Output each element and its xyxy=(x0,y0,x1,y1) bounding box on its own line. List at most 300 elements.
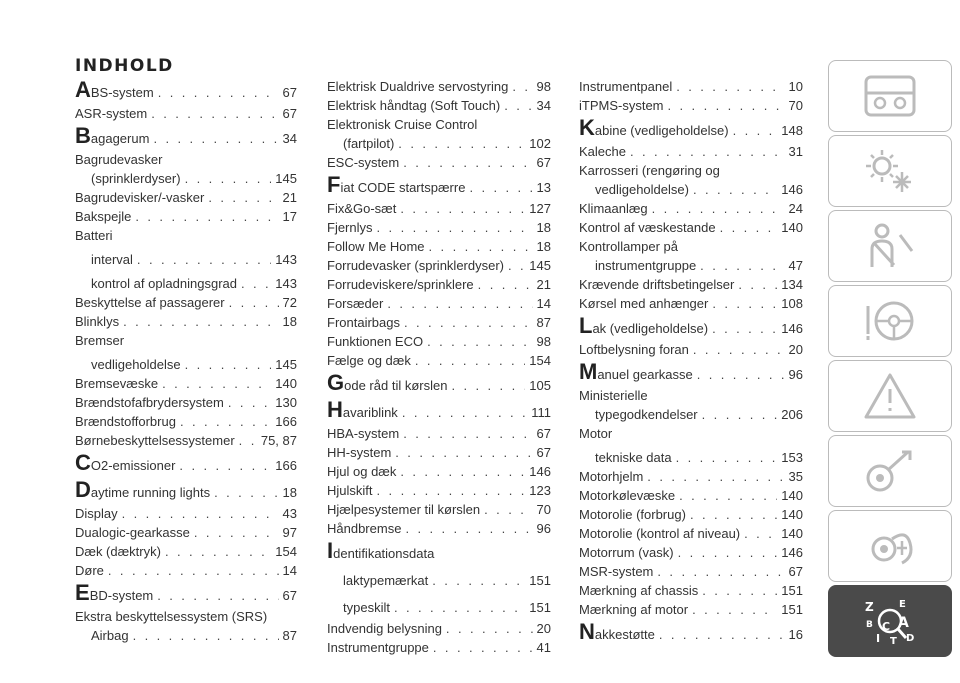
entry-text: laktypemærkat xyxy=(343,573,429,588)
dot-leader xyxy=(647,467,784,486)
index-row[interactable] xyxy=(75,431,297,450)
index-row[interactable] xyxy=(327,570,551,592)
chapter-tab-dashboard[interactable] xyxy=(828,60,952,132)
page-number: 14 xyxy=(282,563,297,578)
entry-text: ASR-system xyxy=(75,106,148,121)
index-entry xyxy=(75,582,297,607)
index-row[interactable] xyxy=(579,275,803,294)
dot-leader xyxy=(678,543,778,562)
entry-text: typeskilt xyxy=(343,600,390,615)
index-row[interactable] xyxy=(75,479,297,504)
dot-leader xyxy=(239,431,257,450)
dot-leader xyxy=(108,561,279,580)
index-row[interactable] xyxy=(75,523,297,542)
page-number: 140 xyxy=(781,220,803,235)
index-entry xyxy=(579,77,803,96)
dot-leader xyxy=(659,624,785,646)
dot-leader xyxy=(387,294,532,313)
page-number: 18 xyxy=(282,485,297,500)
index-row[interactable] xyxy=(579,621,803,646)
index-entry xyxy=(327,481,551,500)
page-number: 130 xyxy=(275,395,297,410)
entry-text: Batteri xyxy=(75,228,113,243)
dot-leader xyxy=(157,585,278,607)
dot-leader xyxy=(395,443,532,462)
index-row[interactable] xyxy=(327,372,551,397)
dot-leader xyxy=(162,374,271,393)
page-number: 154 xyxy=(529,353,551,368)
wrench-maintenance-icon xyxy=(862,446,918,496)
index-entry xyxy=(327,174,551,199)
page-number: 98 xyxy=(536,79,551,94)
index-row[interactable] xyxy=(579,448,803,467)
index-entry xyxy=(579,199,803,218)
index-row[interactable] xyxy=(327,619,551,638)
dot-leader xyxy=(692,600,777,619)
entry-text: Lak (vedligeholdelse) xyxy=(579,313,709,338)
index-row[interactable] xyxy=(579,180,803,199)
dot-leader xyxy=(427,332,532,351)
entry-text: Display xyxy=(75,506,118,521)
dot-leader xyxy=(398,134,525,153)
entry-text: Daytime running lights xyxy=(75,477,211,502)
index-row[interactable] xyxy=(327,399,551,424)
entry-text: Klimaanlæg xyxy=(579,201,648,216)
index-row[interactable] xyxy=(75,561,297,580)
dot-leader xyxy=(700,256,784,275)
page-number: 72 xyxy=(282,295,297,310)
page-number: 87 xyxy=(282,628,297,643)
index-letter: I xyxy=(876,632,881,645)
page-number: 140 xyxy=(781,488,803,503)
index-entry xyxy=(579,161,803,199)
dot-leader xyxy=(478,275,533,294)
index-row[interactable] xyxy=(327,424,551,443)
dot-leader xyxy=(738,275,777,294)
entry-text: Håndbremse xyxy=(327,521,402,536)
dot-leader xyxy=(135,207,278,226)
entry-text: Beskyttelse af passagerer xyxy=(75,295,225,310)
index-row[interactable] xyxy=(579,77,803,96)
dot-leader xyxy=(403,424,532,443)
entry-text: Elektrisk Dualdrive servostyring xyxy=(327,79,509,94)
dot-leader xyxy=(508,256,525,275)
page-number: 145 xyxy=(275,171,297,186)
chapter-tab-technical[interactable] xyxy=(828,510,952,582)
index-entry xyxy=(579,315,803,340)
dot-leader xyxy=(744,524,777,543)
entry-text: kontrol af opladningsgrad xyxy=(91,276,237,291)
entry-text-continued: (fartpilot) xyxy=(343,136,395,151)
index-row[interactable] xyxy=(579,315,803,340)
page-number: 67 xyxy=(282,106,297,121)
dot-leader xyxy=(429,237,533,256)
dot-leader xyxy=(180,412,271,431)
index-row[interactable] xyxy=(327,519,551,538)
index-entry xyxy=(579,275,803,294)
entry-text: Kabine (vedligeholdelse) xyxy=(579,115,729,140)
index-row[interactable] xyxy=(327,256,551,275)
page-number: 146 xyxy=(781,182,803,197)
alphabetical-index-icon xyxy=(862,596,918,646)
index-entry xyxy=(327,500,551,519)
entry-text: Follow Me Home xyxy=(327,239,425,254)
dot-leader xyxy=(402,402,527,424)
index-letter: E xyxy=(899,599,906,610)
tech-data-icon xyxy=(862,521,918,571)
index-entry xyxy=(327,332,551,351)
index-entry xyxy=(75,150,297,188)
dot-leader xyxy=(122,504,279,523)
entry-text-continued: (sprinklerdyser) xyxy=(91,171,181,186)
dot-leader xyxy=(484,500,532,519)
entry-text: Manuel gearkasse xyxy=(579,359,693,384)
index-entry xyxy=(327,275,551,294)
index-row[interactable] xyxy=(579,199,803,218)
entry-text: Kaleche xyxy=(579,144,626,159)
index-entry xyxy=(579,562,803,581)
index-entry xyxy=(75,523,297,542)
entry-text: Fælge og dæk xyxy=(327,353,411,368)
dot-leader xyxy=(668,96,785,115)
entry-text: Fiat CODE startspærre xyxy=(327,172,466,197)
entry-text: ABS-system xyxy=(75,77,154,102)
index-entry xyxy=(75,504,297,523)
index-row[interactable] xyxy=(75,374,297,393)
dot-leader xyxy=(123,312,278,331)
dot-leader xyxy=(679,486,777,505)
index-letter: B xyxy=(866,620,873,630)
page-number: 102 xyxy=(529,136,551,151)
dot-leader xyxy=(208,188,278,207)
index-entry xyxy=(579,621,803,646)
index-row[interactable] xyxy=(75,582,297,607)
index-row[interactable] xyxy=(75,207,297,226)
index-row[interactable] xyxy=(75,542,297,561)
dot-leader xyxy=(652,199,785,218)
page-number: 166 xyxy=(275,458,297,473)
entry-text-continued: Airbag xyxy=(91,628,129,643)
dot-leader xyxy=(377,218,533,237)
page-number: 134 xyxy=(781,277,803,292)
index-row[interactable] xyxy=(327,462,551,481)
chapter-tab-maintenance[interactable] xyxy=(828,435,952,507)
chapter-tab-emergency[interactable] xyxy=(828,360,952,432)
dot-leader xyxy=(733,120,778,142)
page-number: 20 xyxy=(788,342,803,357)
index-entry xyxy=(327,462,551,481)
page-number: 67 xyxy=(536,426,551,441)
index-entry xyxy=(327,115,551,153)
index-entry xyxy=(327,619,551,638)
index-entry xyxy=(579,117,803,142)
page-number: 17 xyxy=(282,209,297,224)
entry-text: Forrudeviskere/sprinklere xyxy=(327,277,474,292)
index-row[interactable] xyxy=(75,104,297,123)
entry-text: Motorolie (kontrol af niveau) xyxy=(579,526,741,541)
page-number: 43 xyxy=(282,506,297,521)
page-number: 96 xyxy=(536,521,551,536)
index-row[interactable] xyxy=(327,500,551,519)
chapter-tab-driving[interactable] xyxy=(828,285,952,357)
warning-triangle-icon xyxy=(862,371,918,421)
dot-leader xyxy=(432,570,525,592)
page-number: 34 xyxy=(282,131,297,146)
index-entry xyxy=(75,607,297,645)
entry-text: CO2-emissioner xyxy=(75,450,176,475)
entry-text: Dæk (dæktryk) xyxy=(75,544,161,559)
dot-leader xyxy=(179,455,271,477)
index-column-1 xyxy=(75,77,297,645)
entry-text: Havariblink xyxy=(327,397,398,422)
index-row[interactable] xyxy=(327,275,551,294)
dot-leader xyxy=(241,274,271,293)
dot-leader xyxy=(405,519,532,538)
page-number: 41 xyxy=(536,640,551,655)
index-row[interactable] xyxy=(75,393,297,412)
index-row[interactable] xyxy=(327,313,551,332)
index-row[interactable] xyxy=(327,174,551,199)
index-entry xyxy=(579,218,803,237)
index-row[interactable] xyxy=(327,443,551,462)
entry-text: Elektronisk Cruise Control xyxy=(327,117,478,132)
page-number: 20 xyxy=(536,621,551,636)
dot-leader xyxy=(400,462,525,481)
dot-leader xyxy=(228,393,271,412)
dot-leader xyxy=(712,294,777,313)
chapter-sidebar xyxy=(828,60,956,660)
index-row[interactable] xyxy=(327,332,551,351)
index-row[interactable] xyxy=(75,293,297,312)
index-row[interactable] xyxy=(579,361,803,386)
page-number: 67 xyxy=(282,85,297,100)
chapter-tab-climate[interactable] xyxy=(828,135,952,207)
page-number: 145 xyxy=(275,357,297,372)
index-row[interactable] xyxy=(579,142,803,161)
entry-text: Motorolie (forbrug) xyxy=(579,507,686,522)
entry-text: iTPMS-system xyxy=(579,98,664,113)
index-row[interactable] xyxy=(75,169,297,188)
index-row[interactable] xyxy=(75,79,297,104)
entry-text: HH-system xyxy=(327,445,392,460)
page-number: 140 xyxy=(781,526,803,541)
index-row[interactable] xyxy=(579,600,803,619)
index-row[interactable] xyxy=(75,188,297,207)
page-number: 18 xyxy=(536,239,551,254)
index-row[interactable] xyxy=(75,452,297,477)
chapter-tab-index[interactable] xyxy=(828,585,952,657)
index-entry xyxy=(75,374,297,393)
index-row[interactable] xyxy=(327,481,551,500)
dot-leader xyxy=(400,199,525,218)
dot-leader xyxy=(415,351,525,370)
index-row[interactable] xyxy=(327,638,551,657)
page-number: 146 xyxy=(529,464,551,479)
index-row[interactable] xyxy=(327,218,551,237)
index-row[interactable] xyxy=(327,199,551,218)
page-number: 127 xyxy=(529,201,551,216)
index-entry xyxy=(579,340,803,359)
page-number: 34 xyxy=(536,98,551,113)
page-number: 151 xyxy=(529,600,551,615)
index-row[interactable] xyxy=(327,134,551,153)
entry-text-continued: instrumentgruppe xyxy=(595,258,697,273)
entry-text: Brændstofforbrug xyxy=(75,414,176,429)
entry-text: interval xyxy=(91,252,133,267)
page-number: 14 xyxy=(536,296,551,311)
index-row[interactable] xyxy=(75,355,297,374)
page-number: 123 xyxy=(529,483,551,498)
page-number: 140 xyxy=(781,507,803,522)
index-row[interactable] xyxy=(327,153,551,172)
dot-leader xyxy=(451,375,525,397)
entry-text: Forsæder xyxy=(327,296,384,311)
page-number: 21 xyxy=(282,190,297,205)
page-number: 67 xyxy=(536,445,551,460)
entry-text: Hjælpesystemer til kørslen xyxy=(327,502,481,517)
index-row[interactable] xyxy=(75,250,297,269)
index-row[interactable] xyxy=(579,486,803,505)
seatbelt-airbag-icon xyxy=(862,221,918,271)
steering-wheel-icon xyxy=(862,296,918,346)
index-row[interactable] xyxy=(75,504,297,523)
entry-text: Motorhjelm xyxy=(579,469,644,484)
index-entry xyxy=(327,519,551,538)
index-entry xyxy=(579,424,803,467)
page-number: 148 xyxy=(781,123,803,138)
entry-text: Kontrol af væskestande xyxy=(579,220,716,235)
page-number: 143 xyxy=(275,276,297,291)
dot-leader xyxy=(133,626,279,645)
index-entry xyxy=(327,638,551,657)
index-row[interactable] xyxy=(579,581,803,600)
entry-text-continued: typegodkendelser xyxy=(595,407,698,422)
index-entry xyxy=(75,542,297,561)
entry-text: Indvendig belysning xyxy=(327,621,442,636)
entry-text: Karrosseri (rengøring og xyxy=(579,163,720,178)
index-row[interactable] xyxy=(579,505,803,524)
entry-text: Nakkestøtte xyxy=(579,619,655,644)
index-row[interactable] xyxy=(579,467,803,486)
index-row[interactable] xyxy=(327,96,551,115)
entry-text: Gode råd til kørslen xyxy=(327,370,448,395)
entry-text: Krævende driftsbetingelser xyxy=(579,277,735,292)
entry-text: Frontairbags xyxy=(327,315,400,330)
page-number: 75, 87 xyxy=(260,433,297,448)
index-row[interactable] xyxy=(579,562,803,581)
dot-leader xyxy=(394,597,525,619)
entry-text: Mærkning af chassis xyxy=(579,583,699,598)
index-row[interactable] xyxy=(327,294,551,313)
index-row[interactable] xyxy=(579,256,803,275)
entry-text: Kørsel med anhænger xyxy=(579,296,709,311)
entry-text: Bremser xyxy=(75,333,125,348)
page-number: 47 xyxy=(788,258,803,273)
index-entry xyxy=(75,393,297,412)
index-entry xyxy=(75,331,297,374)
index-letter: D xyxy=(906,633,915,644)
dot-leader xyxy=(137,250,271,269)
index-row[interactable] xyxy=(75,312,297,331)
index-row[interactable] xyxy=(327,351,551,370)
index-row[interactable] xyxy=(579,117,803,142)
index-letter: A xyxy=(898,615,909,631)
page-number: 24 xyxy=(788,201,803,216)
index-entry xyxy=(579,581,803,600)
index-entry xyxy=(75,412,297,431)
index-entry xyxy=(327,313,551,332)
index-entry xyxy=(579,524,803,543)
dot-leader xyxy=(697,364,785,386)
index-row[interactable] xyxy=(75,274,297,293)
page-number: 111 xyxy=(531,405,551,420)
page-number: 16 xyxy=(788,627,803,642)
index-column-3 xyxy=(579,77,803,646)
index-row[interactable] xyxy=(579,218,803,237)
dot-leader xyxy=(185,355,272,374)
dot-leader xyxy=(403,153,532,172)
index-entry xyxy=(327,372,551,397)
index-entry xyxy=(75,479,297,504)
index-row[interactable] xyxy=(579,340,803,359)
index-row[interactable] xyxy=(579,405,803,424)
page-number: 70 xyxy=(536,502,551,517)
index-row[interactable] xyxy=(579,96,803,115)
index-entry xyxy=(579,96,803,115)
dot-leader xyxy=(630,142,785,161)
index-row[interactable] xyxy=(327,237,551,256)
index-entry xyxy=(327,256,551,275)
entry-text: Hjul og dæk xyxy=(327,464,397,479)
dot-leader xyxy=(512,77,532,96)
index-row[interactable] xyxy=(579,543,803,562)
index-row[interactable] xyxy=(579,524,803,543)
index-entry xyxy=(75,188,297,207)
entry-text: Ekstra beskyttelsessystem (SRS) xyxy=(75,609,268,624)
dot-leader xyxy=(712,318,777,340)
page-number: 108 xyxy=(781,296,803,311)
index-row[interactable] xyxy=(579,294,803,313)
dot-leader xyxy=(676,448,778,467)
page-number: 145 xyxy=(529,258,551,273)
dot-leader xyxy=(377,481,526,500)
index-letter: C xyxy=(882,620,891,633)
entry-text: Motor xyxy=(579,426,613,441)
index-entry xyxy=(75,431,297,450)
page-number: 151 xyxy=(529,573,551,588)
dot-leader xyxy=(151,104,278,123)
index-row[interactable] xyxy=(327,77,551,96)
index-row[interactable] xyxy=(75,626,297,645)
index-entry xyxy=(327,199,551,218)
page-number: 97 xyxy=(282,525,297,540)
entry-text: tekniske data xyxy=(595,450,672,465)
entry-text: Bagrudevisker/-vasker xyxy=(75,190,205,205)
page-number: 105 xyxy=(529,378,551,393)
sun-snowflake-icon xyxy=(862,146,918,196)
entry-text: Forrudevasker (sprinklerdyser) xyxy=(327,258,504,273)
chapter-tab-safety[interactable] xyxy=(828,210,952,282)
index-entry xyxy=(579,361,803,386)
dot-leader xyxy=(158,82,279,104)
index-row[interactable] xyxy=(75,412,297,431)
index-row[interactable] xyxy=(75,125,297,150)
index-entry xyxy=(579,467,803,486)
dot-leader xyxy=(185,169,272,188)
index-row[interactable] xyxy=(327,597,551,619)
entry-text: Elektrisk håndtag (Soft Touch) xyxy=(327,98,501,113)
page-number: 31 xyxy=(788,144,803,159)
